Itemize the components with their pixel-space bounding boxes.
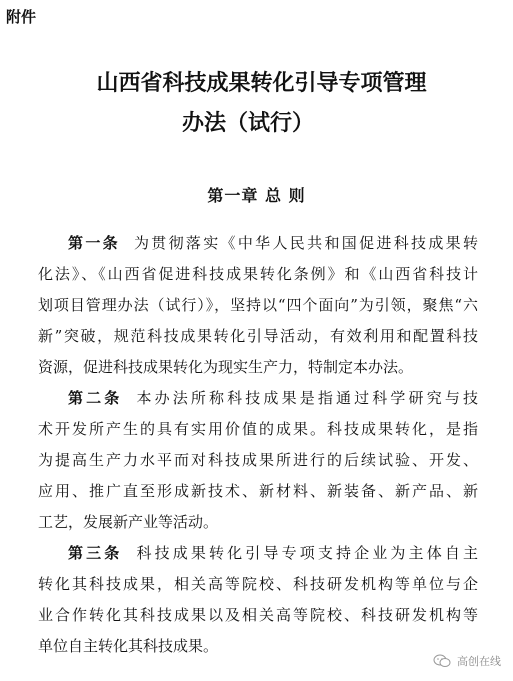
watermark-text: 高创在线: [457, 655, 501, 668]
document-title-line1: 山西省科技成果转化引导专项管理: [96, 71, 427, 96]
article-2-line: [68, 388, 478, 410]
article-1-line: 资源，促进科技成果转化为现实生产力，特制定本办法。: [38, 358, 414, 376]
article-2-text: 本办法所称科技成果是指通过科学研究与技: [136, 389, 478, 407]
article-1-text: 为贯彻落实《中华人民共和国促进科技成果转: [133, 234, 478, 252]
wechat-icon: [433, 654, 451, 668]
article-3-line: 业合作转化其科技成果以及相关高等院校、科技研发机构等: [38, 606, 478, 624]
article-1-line: 划项目管理办法（试行）》，坚持以“四个面向”为引领，聚焦“六: [38, 296, 478, 314]
article-1-line: 化法》、《山西省促进科技成果转化条例》和《山西省科技计: [38, 265, 478, 283]
article-2-line: 工艺，发展新产业等活动。: [38, 513, 219, 531]
article-3-line: [68, 543, 478, 565]
watermark: [433, 653, 501, 669]
chapter-heading: 第一章 总 则: [207, 186, 306, 205]
document-title-line2: 办法（试行）: [182, 111, 315, 136]
article-2-label: 第二条: [68, 389, 123, 407]
article-3-label: 第三条: [68, 544, 123, 562]
article-1-label: 第一条: [68, 234, 120, 252]
article-1-line: [68, 233, 478, 255]
article-2-line: 术开发所产生的具有实用价值的成果。科技成果转化，是指: [38, 420, 478, 438]
article-3-line: 单位自主转化其科技成果。: [38, 637, 219, 655]
article-3-text: 科技成果转化引导专项支持企业为主体自主: [136, 544, 478, 562]
article-3-line: 转化其科技成果，相关高等院校、科技研发机构等单位与企: [38, 575, 478, 593]
article-2-line: 为提高生产力水平而对科技成果所进行的后续试验、开发、: [38, 451, 478, 469]
article-1-line: 新”突破，规范科技成果转化引导活动，有效利用和配置科技: [38, 327, 478, 345]
attachment-label: 附件: [6, 8, 37, 26]
article-2-line: 应用、推广直至形成新技术、新材料、新装备、新产品、新: [38, 482, 478, 500]
